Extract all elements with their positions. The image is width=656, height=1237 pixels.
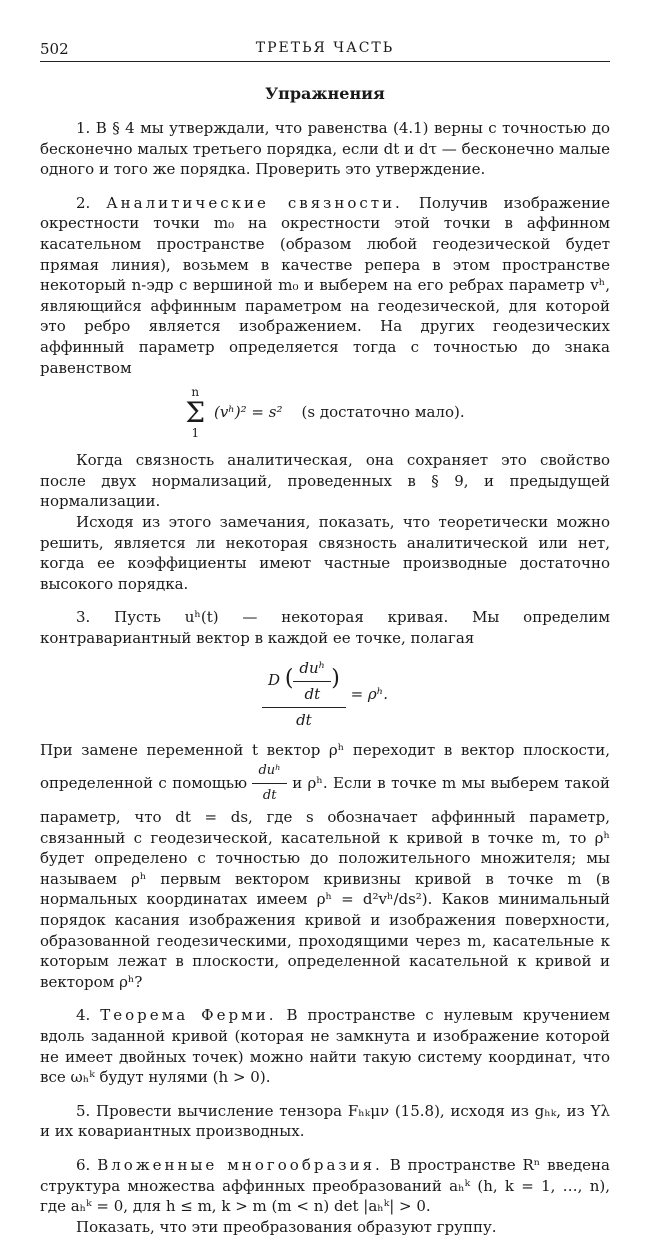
inner-fraction (293, 658, 331, 704)
exercise-2-number: 2. (76, 193, 91, 212)
exercise-6-text: В пространстве Rⁿ введена структура множества аффинных преобразований aₕᵏ (h, k = 1, …, n), где aₕᵏ = 0, для h ≤ m, k > m (m < n) det |aₕᵏ| > 0. (40, 1155, 610, 1216)
exercise-5: 5. Провести вычисление тензора Fₕₖμν (15.8), исходя из gₕₖ, из Yλ и их ковариантных производных. (40, 1101, 610, 1141)
sum-body: (vʰ)² = s² (213, 403, 283, 422)
eq-D: D (268, 671, 281, 690)
inline-fraction (252, 761, 286, 807)
inline-fraction-num: duʰ (252, 761, 286, 785)
exercise-1: 1. В § 4 мы утверждали, что равенства (4.1) верны с точностью до бесконечно малых третьего порядка, если dt и dτ — бесконечно малые одного и того же порядка. Проверить это утверждение. (40, 119, 610, 179)
exercise-3-text-b: и ρʰ. Если в точке m мы выберем такой параметр, что dt = ds, где s обозначает аффинный параметр, связанный с геодезической, касательной к кривой в точке m, то ρʰ будет определено с точностью до положительного множителя; мы называем ρʰ первым вектором кривизны кривой в точке m (в нормальных координатах имеем ρʰ = d²vʰ/ds²). Каков минимальный порядок касания изображения кривой и изображения поверхности, образованной геодезическими, проходящими через m, касательные к которым лежат в плоскости, определенной касательной к кривой и вектором ρʰ? (40, 773, 610, 991)
sum-upper: n (191, 385, 200, 400)
exercise-2-para-2: Когда связность аналитическая, она сохраняет это свойство после двух нормализаций, проведенных в § 9, и предыдущей нормализации. (40, 451, 610, 511)
outer-denominator: dt (296, 710, 312, 729)
section-title: Упражнения (265, 84, 385, 103)
exercise-3: 3. Пусть uʰ(t) — некоторая кривая. Мы определим контравариантный вектор в каждой ее точке, полагая (40, 608, 610, 647)
inner-numerator: duʰ (293, 658, 331, 682)
exercise-6 (40, 1155, 610, 1217)
exercise-2 (40, 193, 610, 378)
exercise-2-heading: Аналитические связности. (106, 193, 403, 212)
running-header (40, 40, 610, 60)
eq-rhs: = ρʰ. (350, 685, 388, 704)
sum-lower: 1 (191, 426, 200, 441)
header-rule (40, 61, 610, 62)
inline-fraction-den: dt (262, 788, 277, 804)
sum-note: (s достаточно мало). (301, 403, 465, 422)
exercise-6-number: 6. (76, 1155, 91, 1174)
exercises (40, 118, 610, 1237)
exercise-2-text: Получив изображение окрестности точки m₀ на окрестности этой точки в аффинном касательном пространстве (образом любой геодезической будет прямая линия), возьмем в качестве репера в этом пространстве некоторый n-эдр с вершиной m₀ и выберем на его ребрах параметр vʰ, являющийся аффинным параметром на геодезической, для которой это ребро является изображением. На других геодезических аффинный параметр определяется тогда с точностью до знака равенством (40, 193, 610, 377)
exercise-3-text-a: При замене переменной t вектор ρʰ переходит в вектор плоскости, определенной с помощью (40, 741, 610, 792)
sigma-glyph: Σ (185, 396, 206, 430)
page-number: 502 (40, 40, 69, 58)
running-title: ТРЕТЬЯ ЧАСТЬ (255, 40, 395, 56)
equation-derivative (40, 658, 610, 730)
exercise-3-para-2 (40, 740, 610, 992)
exercise-4-text: В пространстве с нулевым кручением вдоль заданной кривой (которая не замкнута и изображение которой не имеет двойных точек) можно найти такую систему координат, что все ωₕᵏ будут нулями (h > 0). (40, 1006, 610, 1087)
exercise-2-para-3: Исходя из этого замечания, показать, что теоретически можно решить, является ли некоторая связность аналитической или нет, когда ее коэффициенты имеют частные производные достаточно высокого порядка. (40, 512, 610, 593)
exercise-4-heading: Теорема Ферми. (100, 1006, 277, 1025)
equation-sum (40, 386, 610, 440)
inner-denominator: dt (304, 685, 321, 704)
exercise-6-para-2: Показать, что эти преобразования образуют группу. (76, 1217, 497, 1236)
sum-operator (185, 386, 205, 440)
exercise-4-number: 4. (76, 1006, 91, 1025)
outer-fraction: D ( $\frac{\text{duʰ}}{dt}$ ) dt (262, 658, 346, 730)
exercise-4 (40, 1005, 610, 1087)
exercise-6-heading: Вложенные многообразия. (97, 1155, 383, 1174)
